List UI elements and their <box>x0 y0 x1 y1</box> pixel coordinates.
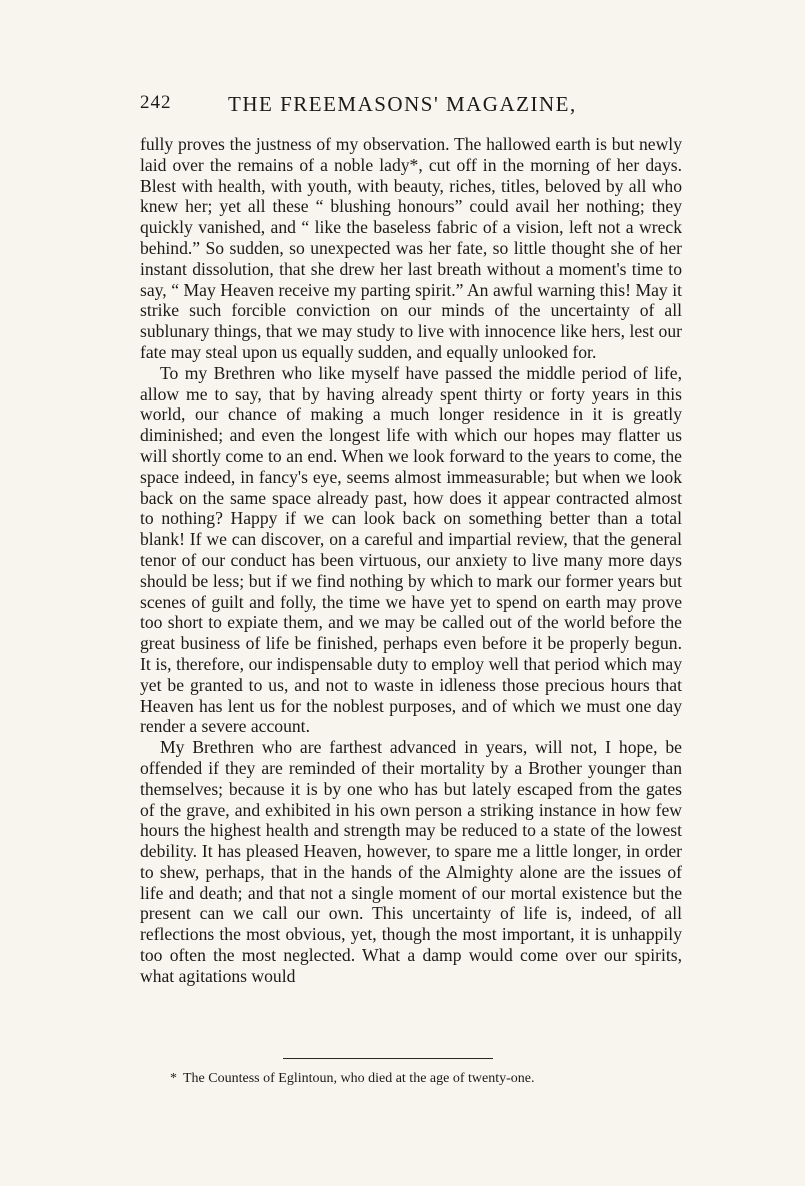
article-body <box>140 134 682 987</box>
paragraph-1: fully proves the justness of my observation. The hallowed earth is but newly laid over the remains of a noble lady*, cut off in the morning of her days. Blest with health, with youth, with beauty, riches, titles, beloved by all who knew her; yet all these “ blushing honours” could avail her nothing; they quickly vanished, and “ like the baseless fabric of a vision, left not a wreck behind.” So sudden, so unexpected was her fate, so little thought she of her instant dissolution, that she drew her last breath without a moment's time to say, “ May Heaven receive my parting spirit.” An awful warning this! May it strike such forcible conviction on our minds of the uncertainty of all sublunary things, that we may study to live with innocence like hers, lest our fate may steal upon us equally sudden, and equally unlooked for. <box>140 134 682 362</box>
footnote-text: The Countess of Eglintoun, who died at the age of twenty-one. <box>183 1071 535 1086</box>
paragraph-2: To my Brethren who like myself have passed the middle period of life, allow me to say, that by having already spent thirty or forty years in this world, our chance of making a much longer residence in it is greatly diminished; and even the longest life with which our hopes may flatter us will shortly come to an end. When we look forward to the years to come, the space indeed, in fancy's eye, seems almost immeasurable; but when we look back on the same space already past, how does it appear contracted almost to nothing? Happy if we can look back on something better than a total blank! If we can discover, on a careful and impartial review, that the general tenor of our conduct has been virtuous, our anxiety to live many more days should be less; but if we find nothing by which to mark our former years but scenes of guilt and folly, the time we have yet to spend on earth may prove too short to expiate them, and we may be called out of the world before the great business of life be finished, perhaps even before it be properly begun. It is, therefore, our indispensable duty to employ well that period which may yet be granted to us, and not to waste in idleness those precious hours that Heaven has lent us for the noblest purposes, and of which we must one day render a severe account. <box>140 362 682 737</box>
page-number: 242 <box>140 92 172 113</box>
page-header <box>140 92 685 122</box>
footnote-mark: * <box>170 1071 177 1086</box>
running-head-title: THE FREEMASONS' MAGAZINE, <box>228 92 577 116</box>
paragraph-3: My Brethren who are farthest advanced in years, will not, I hope, be offended if they are reminded of their mortality by a Brother younger than themselves; because it is by one who has but lately escaped from the gates of the grave, and exhibited in his own person a striking instance in how few hours the highest health and strength may be reduced to a state of the lowest debility. It has pleased Heaven, however, to spare me a little longer, in order to shew, perhaps, that in the hands of the Almighty alone are the issues of life and death; and that not a single moment of our mortal existence but the present can we call our own. This uncertainty of life is, indeed, of all reflections the most obvious, yet, though the most important, it is unhappily too often the most neglected. What a damp would come over our spirits, what agitations would <box>140 737 682 986</box>
footnote <box>170 1070 690 1088</box>
footnote-divider <box>283 1058 493 1059</box>
